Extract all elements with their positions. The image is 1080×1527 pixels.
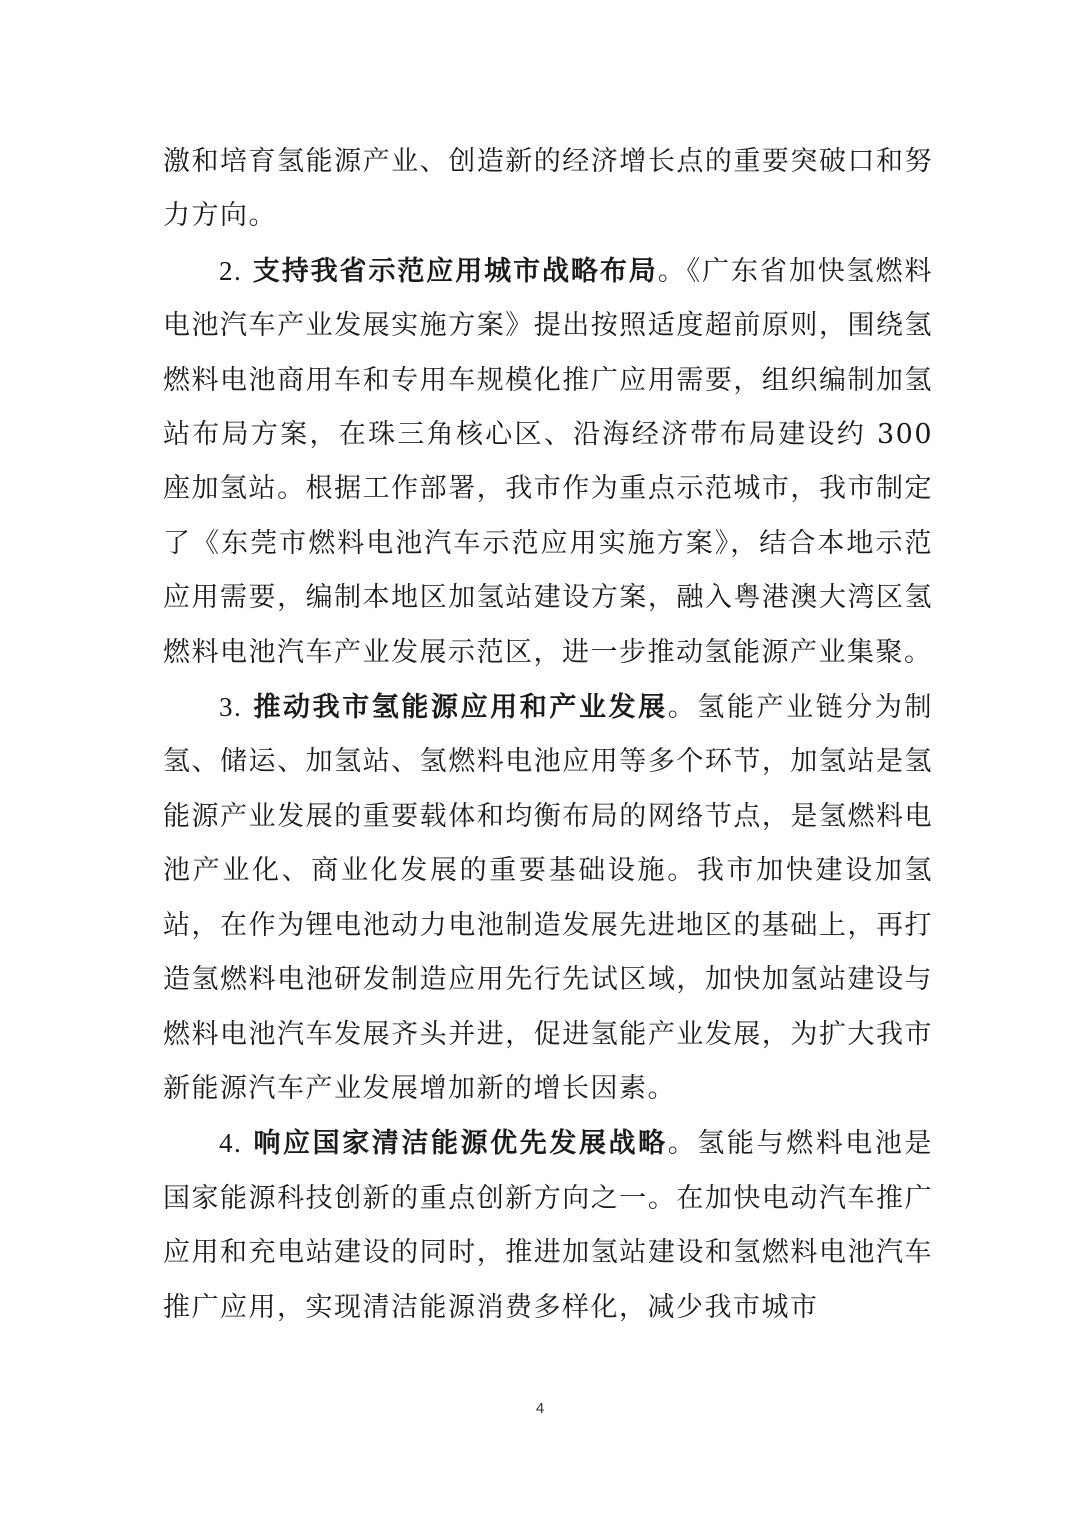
item-number: 3. (219, 692, 243, 723)
paragraph-item-2 (163, 244, 933, 680)
item-heading: 支持我省示范应用城市战略布局 (252, 255, 658, 287)
paragraph-text: 。《广东省加快氢燃料电池汽车产业发展实施方案》提出按照适度超前原则，围绕氢燃料电池商用车和专用车规模化推广应用需要，组织编制加氢站布局方案，在珠三角核心区、沿海经济带布局建设约 300 座加氢站。根据工作部署，我市作为重点示范城市，我市制定了《东莞市燃料电池汽车示范应用实施方案》，结合本地示范应用需要，编制本地区加氢站建设方案，融入粤港澳大湾区氢燃料电池汽车产业发展示范区，进一步推动氢能源产业集聚。 (163, 255, 934, 668)
paragraph-continuation (163, 135, 933, 244)
paragraph-text: 激和培育氢能源产业、创造新的经济增长点的重要突破口和努力方向。 (163, 146, 933, 232)
paragraph-text: 。氢能与燃料电池是国家能源科技创新的重点创新方向之一。在加快电动汽车推广应用和充电站建设的同时，推进加氢站建设和氢燃料电池汽车推广应用，实现清洁能源消费多样化，减少我市城市 (163, 1128, 933, 1323)
item-number: 2. (219, 255, 243, 286)
paragraph-text: 。氢能产业链分为制氢、储运、加氢站、氢燃料电池应用等多个环节，加氢站是氢能源产业发展的重要载体和均衡布局的网络节点，是氢燃料电池产业化、商业化发展的重要基础设施。我市加快建设加氢站，在作为锂电池动力电池制造发展先进地区的基础上，再打造氢燃料电池研发制造应用先行先试区域，加快加氢站建设与燃料电池汽车发展齐头并进，促进氢能产业发展，为扩大我市新能源汽车产业发展增加新的增长因素。 (163, 692, 933, 1104)
item-heading: 响应国家清洁能源优先发展战略 (253, 1128, 668, 1160)
page-number: 4 (535, 1400, 545, 1417)
item-number: 4. (219, 1128, 243, 1159)
item-heading: 推动我市氢能源应用和产业发展 (253, 692, 668, 724)
body-text (163, 135, 933, 1335)
paragraph-item-4 (163, 1116, 933, 1335)
paragraph-item-3 (163, 680, 933, 1116)
